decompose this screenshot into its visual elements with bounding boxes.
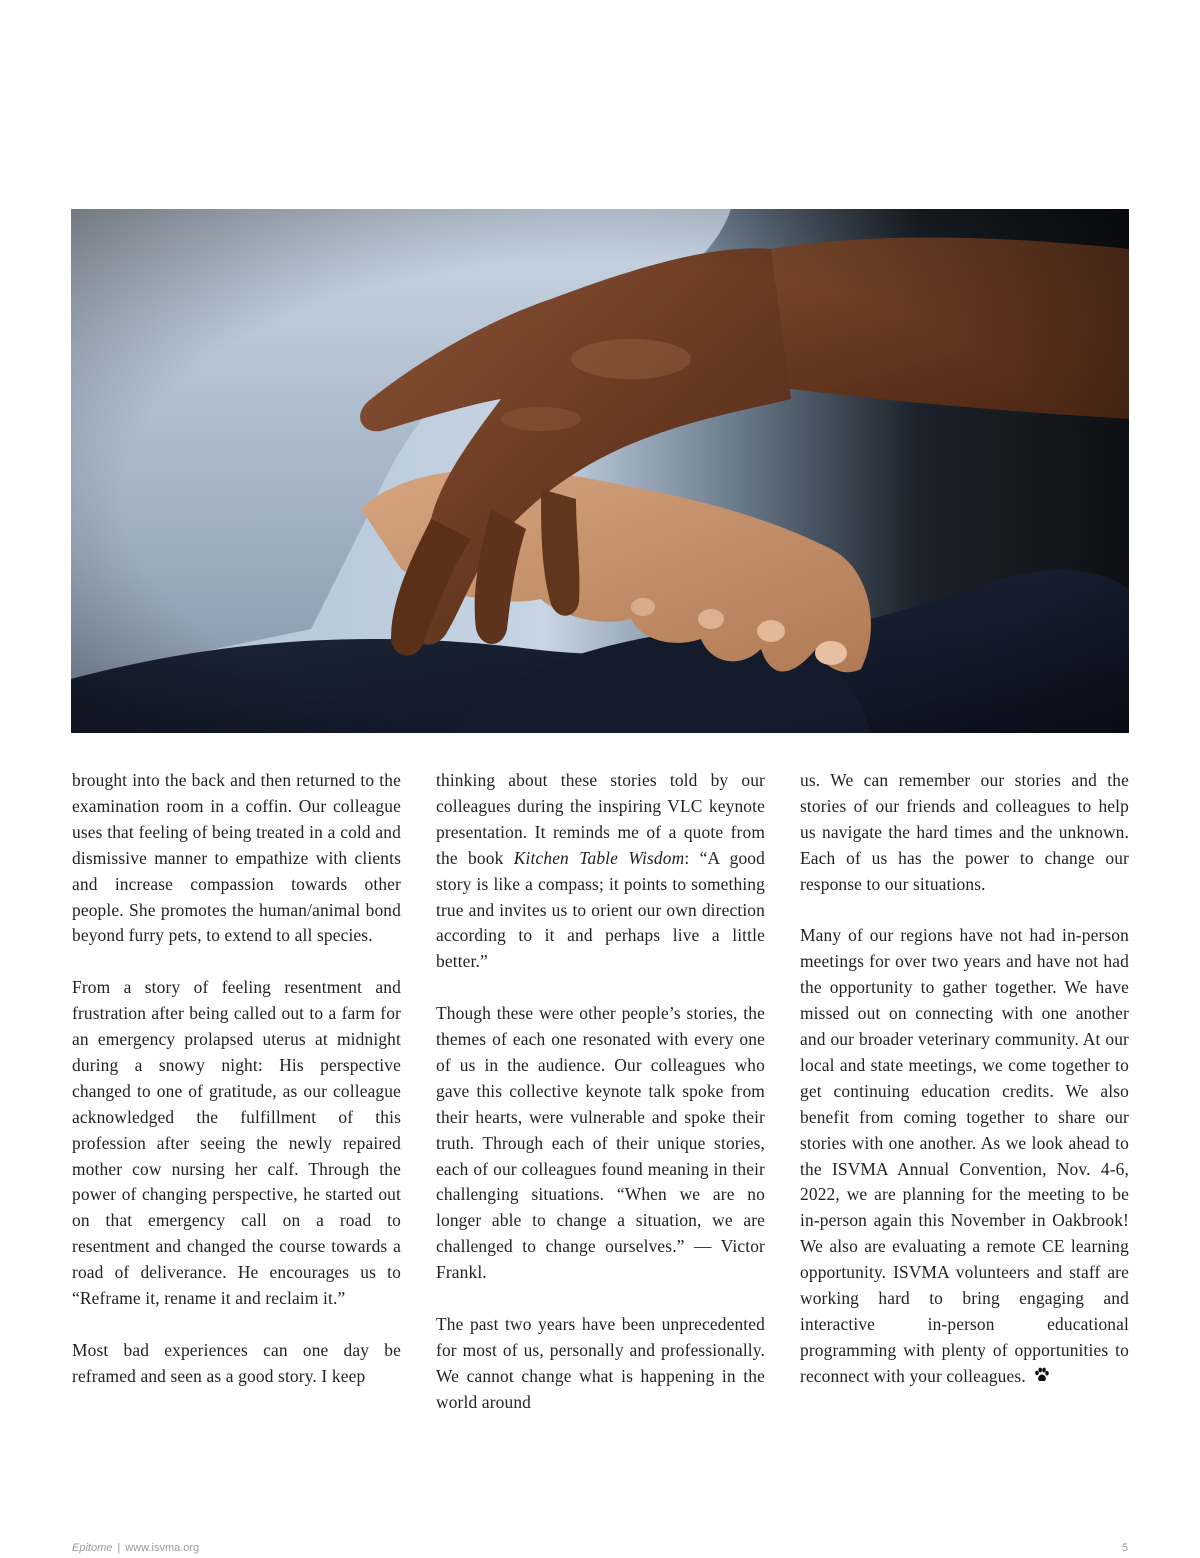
paragraph-with-quote (436, 768, 765, 975)
book-title: Kitchen Table Wisdom (513, 847, 685, 868)
publication-name: Epitome (72, 1542, 113, 1554)
quote-text: : “A good story is like a compass; it points to something true and invites us to orient our own direction according to it and perhaps live a little better.” (436, 847, 765, 972)
paragraph: brought into the back and then returned to the examination room in a coffin. Our colleague uses that feeling of being treated in a cold and dismissive manner to empathize with clients and increase compassion towards other people. She promotes the human/animal bond beyond furry pets, to extend to all species. (72, 770, 401, 946)
paragraph-text: thinking about these stories told by our colleagues during the inspiring VLC keynote presentation. It reminds me of a quote from the book (436, 770, 765, 868)
paragraph-text: Many of our regions have not had in-person meetings for over two years and have not had the opportunity to gather together. We have missed out on connecting with one another and our broader veterinary community. At our local and state meetings, we come together to get continuing education credits. We also benefit from coming together to share our stories with one another. As we look ahead to the ISVMA Annual Convention, Nov. 4-6, 2022, we are planning for the meeting to be in-person again this November in Oakbrook! We also are evaluating a remote CE learning opportunity. ISVMA volunteers and staff are working hard to bring engaging and interactive in-person educational programming with plenty of opportunities to reconnect with your colleagues. (800, 925, 1129, 1386)
article-column-1 (72, 768, 401, 1390)
article-column-3 (800, 768, 1129, 1390)
article-column-2 (436, 768, 765, 1416)
paw-print-icon (1034, 1365, 1050, 1381)
footer-separator: | (117, 1542, 121, 1554)
paragraph: From a story of feeling resentment and frustration after being called out to a farm for an emergency prolapsed uterus at midnight during a snowy night: His perspective changed to one of gratitude, as our colleague acknowledged the fulfillment of this profession after seeing the newly repaired mother cow nursing her calf. Through the power of changing perspective, he started out on that emergency call on a road to resentment and changed the course towards a road of deliverance. He encourages us to “Reframe it, rename it and reclaim it.” (72, 977, 401, 1309)
paragraph: us. We can remember our stories and the stories of our friends and colleagues to help us navigate the hard times and the unknown. Each of us has the power to change our response to our situations. (800, 770, 1129, 894)
paragraph: Most bad experiences can one day be reframed and seen as a good story. I keep (72, 1339, 401, 1386)
paragraph: Though these were other people’s stories, the themes of each one resonated with every one of us in the audience. Our colleagues who gave this collective keynote talk spoke from their hearts, were vulnerable and spoke their truth. Through each of their unique stories, each of our colleagues found meaning in their challenging situations. “When we are no longer able to change a situation, we are challenged to change ourselves.” — Victor Frankl. (436, 1003, 765, 1283)
website-link[interactable]: www.isvma.org (125, 1542, 200, 1554)
page-number: 5 (1121, 1542, 1128, 1554)
paragraph: The past two years have been unprecedented for most of us, personally and professionally. We cannot change what is happening in the world around (436, 1314, 765, 1412)
paragraph-final (800, 923, 1129, 1389)
holding-hands-photo (71, 209, 1129, 733)
footer-publication (72, 1542, 199, 1554)
